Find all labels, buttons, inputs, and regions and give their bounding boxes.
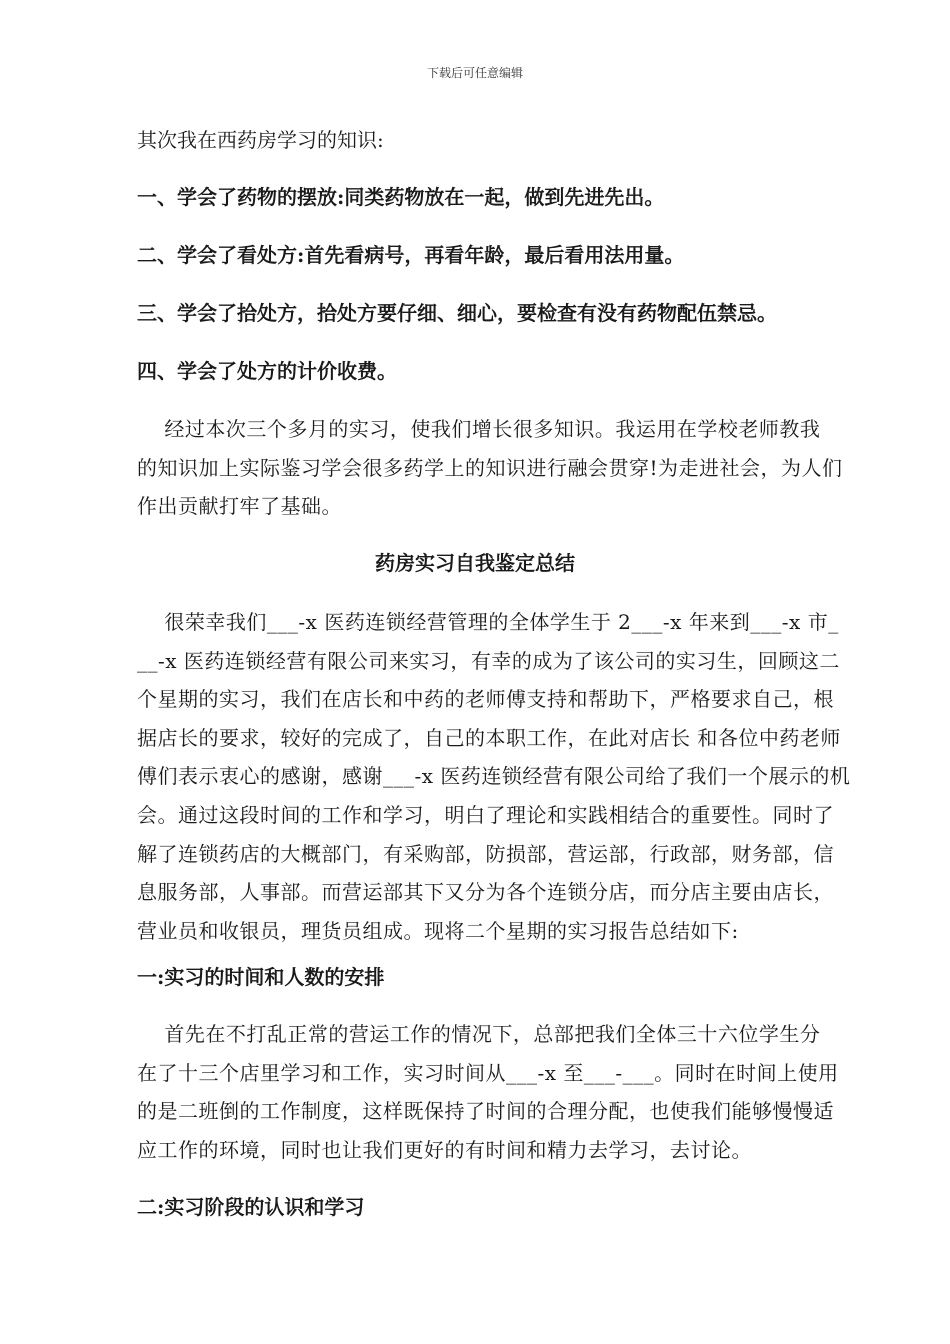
section-title: 药房实习自我鉴定总结 <box>375 551 575 575</box>
paragraph-line: 傅们表示衷心的感谢，感谢___-x 医药连锁经营有限公司给了我们一个展示的机 <box>137 764 851 789</box>
paragraph-line: 很荣幸我们___-x 医药连锁经营管理的全体学生于 2___-x 年来到___-x 市_ <box>137 610 839 634</box>
list-item: 一、学会了药物的摆放:同类药物放在一起，做到先进先出。 <box>137 185 665 209</box>
paragraph-line: 首先在不打乱正常的营运工作的情况下，总部把我们全体三十六位学生分 <box>137 1022 821 1046</box>
paragraph-line: 个星期的实习，我们在店长和中药的老师傅支持和帮助下，严格要求自己，根 <box>137 687 834 712</box>
paragraph-line: 营业员和收银员，理货员组成。现将二个星期的实习报告总结如下: <box>137 918 739 943</box>
paragraph-schedule <box>137 1015 857 1169</box>
list-item: 三、学会了拾处方，拾处方要仔细、细心，要检查有没有药物配伍禁忌。 <box>137 301 777 325</box>
page-header: 下载后可任意编辑 <box>426 66 523 80</box>
list-item: 二、学会了看处方:首先看病号，再看年龄，最后看用法用量。 <box>137 243 685 267</box>
paragraph-line: 在了十三个店里学习和工作，实习时间从___-x 至___-___。同时在时间上使用 <box>137 1060 839 1085</box>
intro-line: 其次我在西药房学习的知识: <box>137 128 384 152</box>
paragraph-line: 据店长的要求，较好的完成了，自己的本职工作，在此对店长 和各位中药老师 <box>137 725 841 750</box>
paragraph-intro <box>137 603 857 950</box>
paragraph-line: 解了连锁药店的大概部门，有采购部，防损部，营运部，行政部，财务部，信 <box>137 841 834 866</box>
paragraph-line: 息服务部，人事部。而营运部其下又分为各个连锁分店，而分店主要由店长， <box>137 880 834 905</box>
paragraph-line: 经过本次三个多月的实习，使我们增长很多知识。我运用在学校老师教我 <box>137 417 821 441</box>
list-item: 四、学会了处方的计价收费。 <box>137 359 397 383</box>
paragraph-line: 作出贡献打牢了基础。 <box>137 494 342 519</box>
paragraph-line: __-x 医药连锁经营有限公司来实习，有幸的成为了该公司的实习生，回顾这二 <box>137 648 840 673</box>
subheading: 一:实习的时间和人数的安排 <box>137 965 385 989</box>
paragraph-line: 的知识加上实际鉴习学会很多药学上的知识进行融会贯穿!为走进社会，为人们 <box>137 455 843 480</box>
paragraph-line: 应工作的环境，同时也让我们更好的有时间和精力去学习，去讨论。 <box>137 1137 752 1162</box>
paragraph-summary <box>137 410 857 526</box>
paragraph-line: 的是二班倒的工作制度，这样既保持了时间的合理分配，也使我们能够慢慢适 <box>137 1099 834 1124</box>
subheading: 二:实习阶段的认识和学习 <box>137 1195 365 1219</box>
paragraph-line: 会。通过这段时间的工作和学习，明白了理论和实践相结合的重要性。同时了 <box>137 802 834 827</box>
